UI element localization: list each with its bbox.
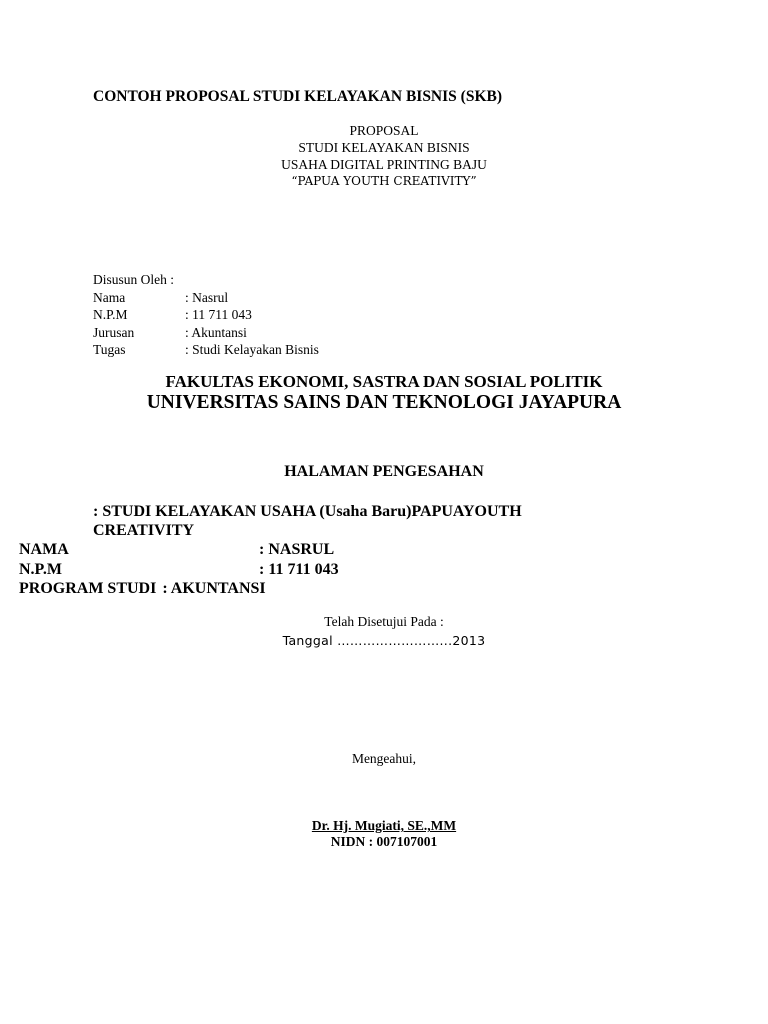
author-row-name <box>93 289 319 307</box>
approval-row-program <box>19 579 339 599</box>
cover-title-block <box>0 122 768 190</box>
signer-id: NIDN : 007107001 <box>330 834 438 849</box>
document-title: CONTOH PROPOSAL STUDI KELAYAKAN BISNIS (SKB) <box>93 88 502 105</box>
author-label: Jurusan <box>93 324 135 340</box>
acknowledged-label: Mengeahui, <box>351 751 417 766</box>
author-heading: Disusun Oleh : <box>93 272 174 287</box>
approval-info-block <box>19 540 339 599</box>
university-name: UNIVERSITAS SAINS DAN TEKNOLOGI JAYAPURA <box>146 392 622 413</box>
cover-line-brand: “PAPUA YOUTH CREATIVITY” <box>291 174 477 188</box>
author-row-task <box>93 341 319 359</box>
approval-date-line: Tanggal ……………………...2013 <box>282 633 486 648</box>
author-label: N.P.M <box>93 307 128 322</box>
author-block <box>93 271 319 359</box>
approval-row-npm <box>19 560 339 580</box>
author-label: Nama <box>93 289 126 305</box>
approved-on-label: Telah Disetujui Pada : <box>324 614 444 629</box>
approval-label: PROGRAM STUDI <box>19 580 157 597</box>
faculty-name: FAKULTAS EKONOMI, SASTRA DAN SOSIAL POLITIK <box>165 372 603 391</box>
cover-line-proposal: PROPOSAL <box>349 123 419 138</box>
approval-label: NAMA <box>19 541 69 558</box>
signer-name: Dr. Hj. Mugiati, SE.,MM <box>311 818 457 833</box>
author-value: : Studi Kelayakan Bisnis <box>185 342 319 357</box>
author-value: : Akuntansi <box>185 324 247 340</box>
cover-line-study: STUDI KELAYAKAN BISNIS <box>298 140 470 155</box>
approval-subject: : STUDI KELAYAKAN USAHA (Usaha Baru)PAPUAYOUTH CREATIVITY <box>93 503 522 539</box>
approval-label: N.P.M <box>19 560 62 578</box>
author-label: Tugas <box>93 342 126 357</box>
author-row-major <box>93 324 319 342</box>
author-value: : 11 711 043 <box>185 307 252 322</box>
approval-value: : AKUNTANSI <box>162 580 266 597</box>
author-row-npm <box>93 306 319 324</box>
approval-value: : NASRUL <box>259 541 335 558</box>
approval-row-name <box>19 540 339 560</box>
approval-value: : 11 711 043 <box>259 560 339 578</box>
approval-page-heading: HALAMAN PENGESAHAN <box>284 463 484 480</box>
author-value: : Nasrul <box>185 289 229 305</box>
cover-line-business: USAHA DIGITAL PRINTING BAJU <box>281 157 487 172</box>
